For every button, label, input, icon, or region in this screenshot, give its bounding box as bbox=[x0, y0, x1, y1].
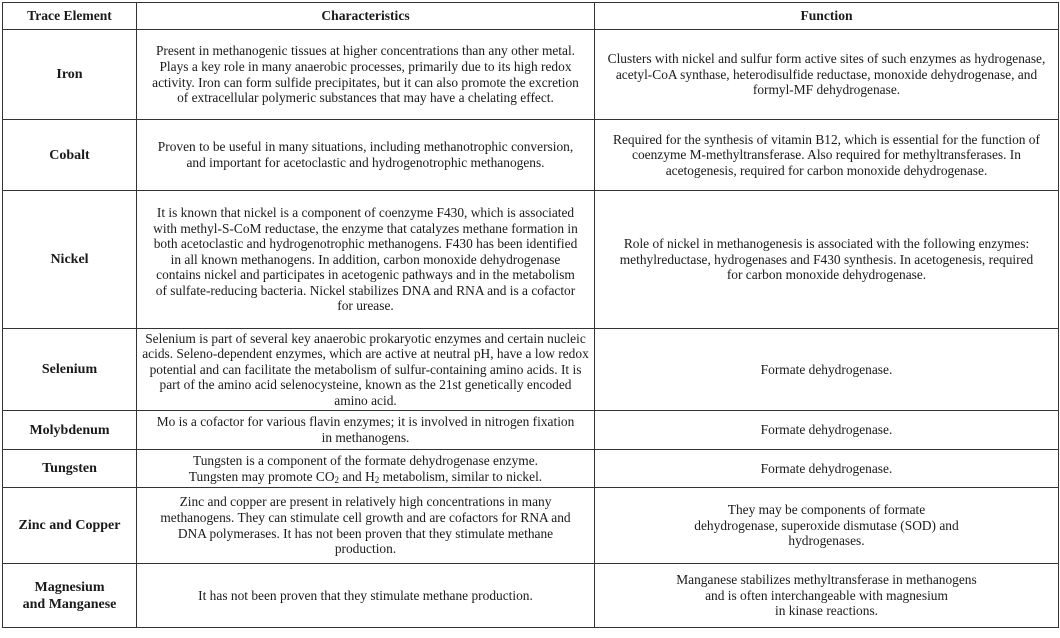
element-cell bbox=[3, 564, 137, 628]
element-cell: Cobalt bbox=[3, 120, 137, 191]
co2-subscript: 2 bbox=[334, 474, 340, 485]
element-cell: Iron bbox=[3, 30, 137, 120]
element-cell: Selenium bbox=[3, 329, 137, 411]
header-row bbox=[3, 3, 1059, 30]
table-row bbox=[3, 450, 1059, 488]
characteristics-line: metabolism, similar to nickel. bbox=[379, 468, 543, 484]
table-row bbox=[3, 120, 1059, 191]
function-cell: Formate dehydrogenase. bbox=[595, 450, 1059, 488]
characteristics-cell: Mo is a cofactor for various flavin enzymes; it is involved in nitrogen fixation in methanogens. bbox=[137, 411, 595, 450]
element-cell: Molybdenum bbox=[3, 411, 137, 450]
function-cell: Formate dehydrogenase. bbox=[595, 329, 1059, 411]
characteristics-cell: Present in methanogenic tissues at higher concentrations than any other metal. Plays a key role in many anaerobic processes, primarily due to its high redox activity. Iron can form sulfide precipitates, but it can also promote the excretion of extracellular polymeric substances that may have a chelating effect. bbox=[137, 30, 595, 120]
header-trace-element: Trace Element bbox=[3, 3, 137, 30]
characteristics-cell: Zinc and copper are present in relatively high concentrations in many methanogens. They can stimulate cell growth and are cofactors for RNA and DNA polymerases. It has not been proven that they stimulate methane production. bbox=[137, 488, 595, 564]
element-cell: Zinc and Copper bbox=[3, 488, 137, 564]
trace-elements-table bbox=[2, 2, 1059, 628]
h2-subscript: 2 bbox=[374, 474, 380, 485]
element-cell: Nickel bbox=[3, 191, 137, 329]
table-row bbox=[3, 329, 1059, 411]
function-line: Manganese stabilizes methyltransferase in methanogens bbox=[676, 572, 977, 588]
function-line: in kinase reactions. bbox=[775, 603, 878, 619]
element-line: Magnesium bbox=[34, 579, 105, 595]
function-cell: Clusters with nickel and sulfur form active sites of such enzymes as hydrogenase, acetyl-CoA synthase, heterodisulfide reductase, monoxide dehydrogenase, and formyl-MF dehydrogenase. bbox=[595, 30, 1059, 120]
table-row bbox=[3, 564, 1059, 628]
element-cell: Tungsten bbox=[3, 450, 137, 488]
header-characteristics: Characteristics bbox=[137, 3, 595, 30]
characteristics-line: and H bbox=[339, 468, 375, 484]
table-row bbox=[3, 191, 1059, 329]
function-cell: Role of nickel in methanogenesis is associated with the following enzymes: methylreductase, hydrogenases and F430 synthesis. In acetogenesis, required for carbon monoxide dehydrogenase. bbox=[595, 191, 1059, 329]
characteristics-cell bbox=[137, 450, 595, 488]
characteristics-cell: Proven to be useful in many situations, including methanotrophic conversion, and important for acetoclastic and hydrogenotrophic methanogens. bbox=[137, 120, 595, 191]
function-cell: Formate dehydrogenase. bbox=[595, 411, 1059, 450]
function-cell: They may be components of formate dehydrogenase, superoxide dismutase (SOD) and hydrogenases. bbox=[595, 488, 1059, 564]
characteristics-cell: It has not been proven that they stimulate methane production. bbox=[137, 564, 595, 628]
characteristics-cell: Selenium is part of several key anaerobic prokaryotic enzymes and certain nucleic acids. Seleno-dependent enzymes, which are active at neutral pH, have a low redox potential and can facilitate the metabolism of sulfur-containing amino acids. It is part of the amino acid selenocysteine, known as the 21st genetically encoded amino acid. bbox=[137, 329, 595, 411]
table-row bbox=[3, 488, 1059, 564]
characteristics-line: Tungsten is a component of the formate dehydrogenase enzyme. bbox=[193, 452, 538, 468]
function-cell: Required for the synthesis of vitamin B12, which is essential for the function of coenzyme M-methyltransferase. Also required for methyltransferases. In acetogenesis, required for carbon monoxide dehydrogenase. bbox=[595, 120, 1059, 191]
characteristics-cell: It is known that nickel is a component of coenzyme F430, which is associated with methyl-S-CoM reductase, the enzyme that catalyzes methane formation in both acetoclastic and hydrogenotrophic methanogens. F430 has been identified in all known methanogens. In addition, carbon monoxide dehydrogenase contains nickel and participates in acetogenic pathways and in the metabolism of sulfate-reducing bacteria. Nickel stabilizes DNA and RNA and is a cofactor for urease. bbox=[137, 191, 595, 329]
function-line: and is often interchangeable with magnesium bbox=[705, 587, 948, 603]
table-row bbox=[3, 30, 1059, 120]
characteristics-line: Tungsten may promote CO bbox=[188, 468, 335, 484]
table-row bbox=[3, 411, 1059, 450]
function-cell bbox=[595, 564, 1059, 628]
header-function: Function bbox=[595, 3, 1059, 30]
element-line: and Manganese bbox=[22, 596, 117, 612]
